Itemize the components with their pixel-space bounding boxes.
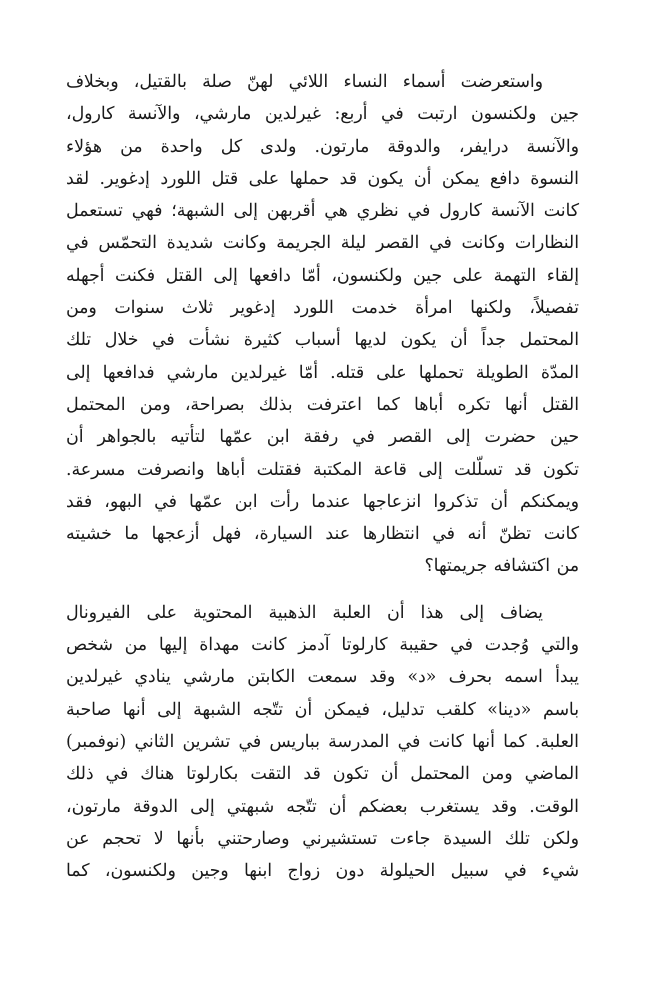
- text-line: المدّة الطويلة تحملها على قتله. أمّا غيرلدين مارشي فدافعها إلى: [66, 362, 579, 383]
- text-line: شيء في سبيل الحيلولة دون زواج ابنها وجين ولكنسون، كما: [66, 861, 579, 882]
- text-line: كانت تظنّ أنه في انتظارها عند السيارة، فهل أزعجها ما خشيته: [66, 524, 579, 545]
- text-line: واستعرضت أسماء النساء اللائي لهنّ صلة بالقتيل، وبخلاف: [66, 72, 543, 92]
- text-line: يضاف إلى هذا أن العلبة الذهبية المحتوية على الفيرونال: [66, 602, 543, 623]
- text-line: يبدأ اسمه بحرف «د» وقد سمعت الكابتن مارشي ينادي غيرلدين: [66, 667, 579, 688]
- text-line: إلقاء التهمة على جين ولكنسون، أمّا دافعها إلى القتل فكنت أجهله: [66, 265, 579, 286]
- paragraph-1: [66, 66, 579, 583]
- text-line: النسوة دافع يمكن أن يكون قد حملها على قتل اللورد إدغوير. لقد: [66, 168, 579, 189]
- text-line: باسم «دينا» كلقب تدليل، فيمكن أن تتّجه الشبهة إلى أنها صاحبة: [66, 699, 579, 720]
- text-line: كانت الآنسة كارول في نظري هي أقربهن إلى الشبهة؛ فهي تستعمل: [66, 201, 579, 222]
- text-line: ويمكنكم أن تذكروا انزعاجها عندما رأت ابن عمّها في البهو، فقد: [66, 491, 579, 512]
- text-line: النظارات وكانت في القصر ليلة الجريمة وكانت شديدة التحمّس في: [66, 233, 579, 254]
- text-line: المحتمل جداً أن يكون لديها أسباب كثيرة نشأت في خلال تلك: [66, 330, 579, 351]
- text-line: حين حضرت إلى القصر في رفقة ابن عمّها لتأتيه بالجواهر أن: [66, 427, 579, 448]
- text-line: جين ولكنسون ارتبت في أربع: غيرلدين مارشي، والآنسة كارول،: [66, 104, 579, 125]
- text-line: من اكتشافه جريمتها؟: [424, 556, 579, 577]
- text-line: تفصيلاً، ولكنها امرأة خدمت اللورد إدغوير ثلاث سنوات ومن: [66, 298, 579, 319]
- text-line: والآنسة درايفر، والدوقة مارتون. ولدى كل واحدة من هؤلاء: [66, 136, 579, 157]
- text-line: ولكن تلك السيدة جاءت تستشيرني وصارحتني بأنها لا تحجم عن: [66, 828, 579, 849]
- text-line: القتل أنها تكره أباها كما اعترفت بذلك بصراحة، ومن المحتمل: [66, 394, 579, 415]
- text-line: العلبة. كما أنها كانت في المدرسة بباريس في تشرين الثاني (نوفمبر): [66, 731, 579, 752]
- text-line: والتي وُجدت في حقيبة كارلوتا آدمز كانت مهداة إليها من شخص: [66, 635, 579, 656]
- text-line: الوقت. وقد يستغرب بعضكم أن تتّجه شبهتي إلى الدوقة مارتون،: [66, 796, 579, 817]
- paragraph-2: [66, 597, 579, 888]
- text-line: الماضي ومن المحتمل أن تكون قد التقت بكارلوتا هناك في ذلك: [66, 764, 579, 785]
- text-line: تكون قد تسلّلت إلى قاعة المكتبة فقتلت أباها وانصرفت مسرعة.: [66, 459, 579, 480]
